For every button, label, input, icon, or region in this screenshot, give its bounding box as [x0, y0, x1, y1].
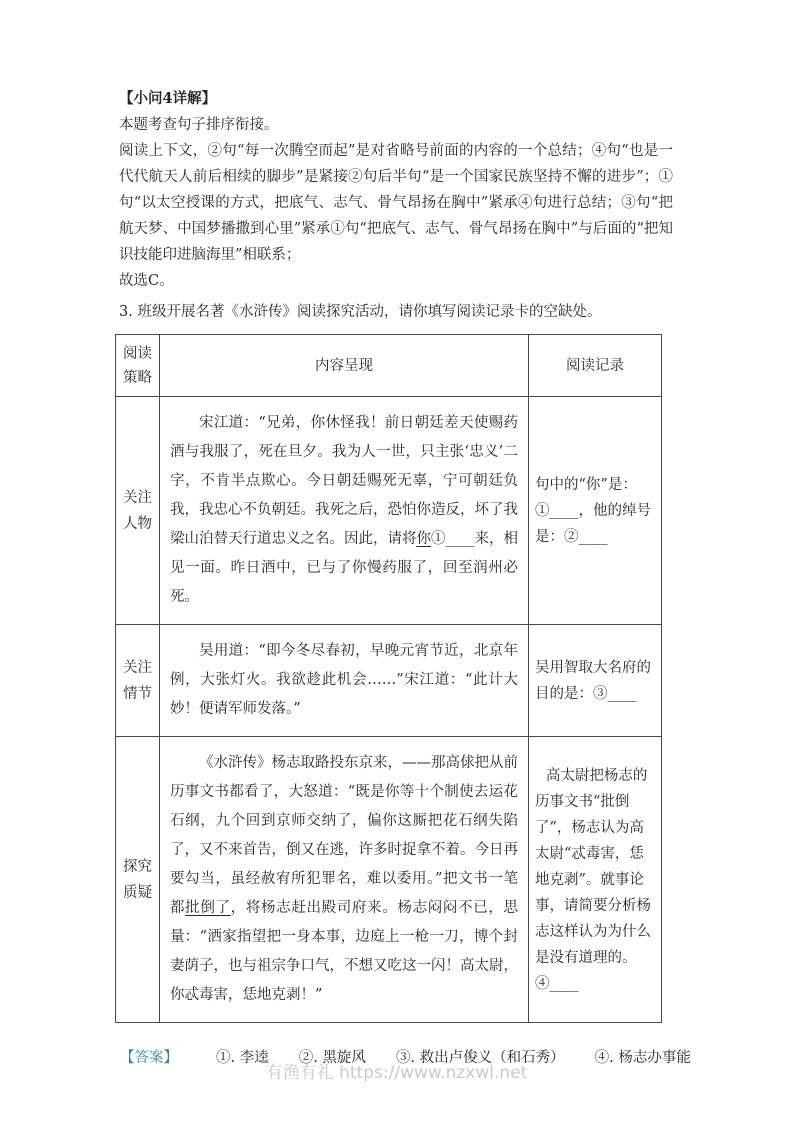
table-header-row: [116, 335, 662, 397]
column-header-reading-record: 阅读记录: [529, 335, 662, 397]
footer-watermark: 有渔有礼 https://www.nzxwl.net: [265, 1063, 528, 1083]
table-row-inquiry-question: [116, 737, 662, 1023]
table-row-focus-character: [116, 397, 662, 625]
record-question-1-2: 句中的“你”是：①____，他的绰号是：②____: [529, 397, 662, 625]
column-header-content-presentation: 内容呈现: [160, 335, 529, 397]
answer-item-2: ②. 黑旋风: [298, 1050, 366, 1066]
subquestion-detail-header: 【小问4详解】: [119, 90, 217, 107]
column-header-reading-strategy: 阅读策略: [116, 335, 160, 397]
table-row-focus-plot: [116, 625, 662, 737]
record-question-4: 高太尉把杨志的历事文书“批倒了”，杨志认为高太尉“忒毒害，恁地克剥”。就事论事，请简要分析杨志这样认为为什么是没有道理的。④____: [529, 737, 662, 1023]
strategy-label-focus-plot: 关注情节: [116, 625, 160, 737]
record-question-3: 吴用智取大名府的目的是：③____: [529, 625, 662, 737]
strategy-label-focus-character: 关注人物: [116, 397, 160, 625]
document-content: [119, 86, 691, 1071]
explanation-conclusion: 故选C。: [119, 273, 174, 289]
content-excerpt-wuyong: 吴用道：“即今冬尽春初，早晚元宵节近，北京年例，大张灯火。我欲趁此机会……”宋江道：“此计大妙！便请军师发落。”: [160, 625, 529, 737]
content-excerpt-yangzhi: 《水浒传》杨志取路投东京来，——那高俅把从前历事文书都看了，大怒道：“既是你等十个制使去运花石纲，九个回到京师交纳了，偏你这厮把花石纲失陷了，又不来首告，倒又在逃，许多时捉拿不着。今日再要勾当，虽经赦宥所犯罪名，难以委用。”把文书一笔都批倒了，将杨志赶出殿司府来。杨志闷闷不已，思量：“洒家指望把一身本事，边庭上一枪一刀，博个封妻荫子，也与祖宗争口气，不想又吃这一闪！高太尉，你忒毒害，恁地克剥！”: [160, 737, 529, 1023]
answer-item-4: ④. 杨志办事能: [594, 1050, 691, 1066]
explanation-intro: 本题考查句子排序衔接。: [119, 117, 279, 133]
reading-record-table: [115, 334, 662, 1023]
content-excerpt-songjiang: 宋江道：“兄弟，你休怪我！前日朝廷差天使赐药酒与我服了，死在旦夕。我为人一世，只主张‘忠义’二字，不肯半点欺心。今日朝廷赐死无辜，宁可朝廷负我，我忠心不负朝廷。我死之后，恐怕你造反，坏了我梁山泊替天行道忠义之名。因此，请将你①____来，相见一面。昨日酒中，已与了你慢药服了，回至润州必死。: [160, 397, 529, 625]
explanation-analysis: 阅读上下文，②句“每一次腾空而起”是对省略号前面的内容的一个总结；④句“也是一代代航天人前后相续的脚步”是紧接②句后半句“是一个国家民族坚持不懈的进步”；①句“以太空授课的方式，把底气、志气、骨气昂扬在胸中”紧承④句进行总结；③句“把航天梦、中国梦播撒到心里”紧承①句“把底气、志气、骨气昂扬在胸中”与后面的“把知识技能印进脑海里”相联系；: [119, 143, 673, 263]
answer-label: 【答案】: [120, 1050, 178, 1066]
answer-item-3: ③. 救出卢俊义（和石秀）: [395, 1050, 565, 1066]
answer-item-1: ①. 李逵: [216, 1050, 269, 1066]
strategy-label-inquiry-question: 探究质疑: [116, 737, 160, 1023]
question-3-text: 3. 班级开展名著《水浒传》阅读探究活动，请你填写阅读记录卡的空缺处。: [119, 304, 602, 320]
